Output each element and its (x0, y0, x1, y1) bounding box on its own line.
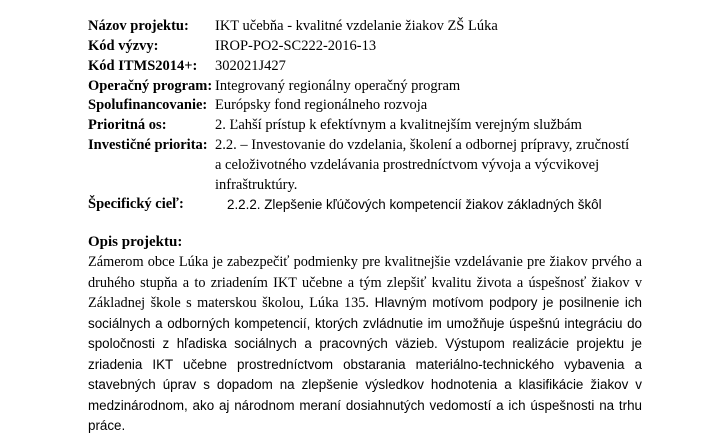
itms-code-value: 302021J427 (215, 58, 286, 74)
cofinancing-value: Európsky fond regionálneho rozvoja (215, 97, 428, 113)
description-title: Opis projektu: (88, 234, 183, 250)
priority-axis-label: Prioritná os: (88, 117, 167, 133)
investment-priority-line-2: a celoživotného vzdelávania prostredníctvom vývoja a výcvikovej (215, 157, 600, 173)
investment-priority-line-1: 2.2. – Investovanie do vzdelania, školení a odbornej prípravy, zručností (215, 137, 630, 153)
investment-priority-label: Investičné priorita: (88, 137, 208, 153)
project-name-value: IKT učebňa - kvalitné vzdelanie žiakov ZŠ Lúka (215, 18, 498, 34)
priority-axis-value: 2. Ľahší prístup k efektívnym a kvalitnejším verejným službám (215, 117, 582, 133)
investment-priority-line-3: infraštruktúry. (215, 177, 298, 193)
call-code-value: IROP-PO2-SC222-2016-13 (215, 38, 377, 54)
itms-code-label: Kód ITMS2014+: (88, 58, 198, 74)
specific-goal-value: 2.2.2. Zlepšenie kľúčových kompetencií žiakov základných škôl (227, 197, 602, 212)
description-body (88, 252, 642, 437)
project-name-label: Názov projektu: (88, 18, 189, 34)
description-text-2: Hlavným motívom podpory je posilnenie ich sociálnych a odborných kompetencií, ktorých zvládnutie im umožňuje úspešnú integráciu do spoločnosti z hľadiska sociálnych a pracovných väzieb. Výstupom realizácie projektu je zriadenia IKT učebne prostredníctvom obstarania materiálno-technického vybavenia a stavebných úprav s dopadom na zlepšenie výsledkov hodnotenia a klasifikácie žiakov v medzinárodnom, ako aj národnom meraní dosiahnutých vedomostí a ich úspešnosti na trhu práce. (88, 295, 642, 433)
specific-goal-label: Špecifický cieľ: (88, 196, 184, 212)
call-code-label: Kód výzvy: (88, 38, 159, 54)
program-value: Integrovaný regionálny operačný program (215, 78, 461, 94)
description-text-1: Zámerom obce Lúka je zabezpečiť podmienky pre kvalitnejšie vzdelávanie pre žiakov prvého a druhého stupňa a to zriadením IKT učebne a tým zlepšiť kvalitu života a úspešnosť žiakov v Základnej škole s materskou školou, Lúka 135. (88, 254, 642, 311)
cofinancing-label: Spolufinancovanie: (88, 97, 208, 113)
program-label: Operačný program: (88, 78, 213, 94)
